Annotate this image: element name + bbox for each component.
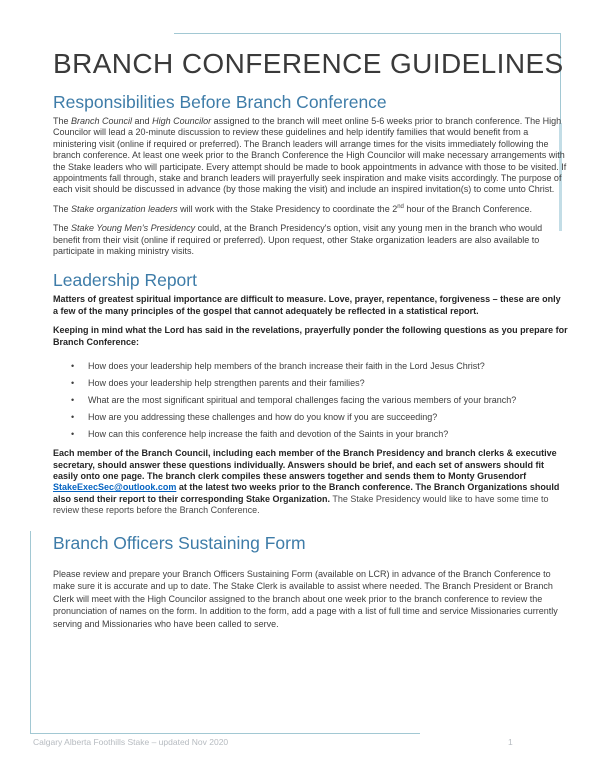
text-run: hour of the Branch Conference.: [403, 203, 532, 214]
text-run: assigned to the branch will meet online 5-6 weeks prior to branch conference. The High Councilor will lead a 20-minute discussion to review these guidelines and help identify families that would benefit from a ministering visit (online if required or preferred). The Branch leaders will arrange times for the visits immediately following the branch conference. At least one week prior to the Branch Conference the High Councilor will make necessary arrangements with the Stake leaders who will participate. Every attempt should be made to book appointments in advance with those to be visited. If appointments fall through, stake and branch leaders will prayerfully seek inspiration and make visits accordingly. The purpose of each visit should be discussed in advance (by those making the visit) and include an inspired invitation(s) to come unto Christ.: [53, 116, 567, 195]
list-item-text: How are you addressing these challenges and how do you know if you are succeeding?: [88, 411, 438, 422]
list-item-text: What are the most significant spiritual and temporal challenges facing the various members of your branch?: [88, 394, 517, 405]
text-run-italic: Stake organization leaders: [71, 203, 178, 214]
list-item: [71, 395, 568, 406]
border-left-line: [30, 531, 31, 733]
ordinal-superscript: nd: [397, 203, 404, 210]
border-bottom-line: [30, 733, 420, 734]
text-run: and: [132, 116, 153, 126]
paragraph-responsibilities-1: [53, 116, 568, 196]
section-heading-responsibilities: Responsibilities Before Branch Conference: [53, 92, 387, 112]
text-run-bold: at the latest two weeks prior to the Branch conference. The Branch Organizations should also send their report to their corresponding Stake Organization.: [53, 482, 560, 504]
text-run: could, at the Branch Presidency's option, visit any young men in the branch who would benefit from their visit (online if required or preferred). Upon request, other Stake organization leaders are also available to participate in making ministry visits.: [53, 223, 543, 257]
text-run: The Stake Presidency would like to have some time to review these reports before the Branch Conference.: [53, 493, 549, 516]
text-run: The: [53, 203, 72, 214]
footer-text: Calgary Alberta Foothills Stake – updated Nov 2020: [33, 737, 229, 747]
list-item: [71, 378, 568, 389]
page-number: 1: [508, 737, 513, 747]
list-item: [71, 429, 568, 440]
email-link[interactable]: StakeExecSec@outlook.com: [53, 482, 177, 493]
paragraph-responsibilities-2: [53, 204, 568, 215]
text-run: The: [53, 116, 72, 126]
list-item-text: How does your leadership help strengthen parents and their families?: [88, 378, 365, 388]
text-run: The: [53, 223, 72, 234]
paragraph-leadership-1: Matters of greatest spiritual importance are difficult to measure. Love, prayer, repentance, forgiveness – these are only a few of the many principles of the gospel that cannot adequately be reflected in a statistical report.: [53, 294, 561, 316]
document-body: [53, 0, 568, 631]
paragraph-leadership-2: Keeping in mind what the Lord has said in the revelations, prayerfully ponder the following questions as you prepare for Branch Conference:: [53, 325, 568, 347]
bullet-icon: •: [71, 411, 75, 422]
section-heading-leadership-report: Leadership Report: [53, 270, 197, 291]
questions-list: [53, 361, 568, 440]
list-item-text: How can this conference help increase the faith and devotion of the Saints in your branch?: [88, 428, 449, 439]
bullet-icon: •: [71, 378, 75, 388]
paragraph-sustaining-form: Please review and prepare your Branch Officers Sustaining Form (available on LCR) in advance of the Branch Conference to make sure it is accurate and up to date. The Stake Clerk is available to assist where needed. The Branch President or Branch Clerk will meet with the High Councilor assigned to the branch about one week prior to the branch conference to review the pronunciation of names on the form. In addition to the form, add a page with a list of full time and service Missionaries currently serving and Missionaries who have been called to serve.: [53, 568, 558, 629]
paragraph-leadership-3: [53, 448, 568, 516]
list-item: [71, 412, 568, 423]
bullet-icon: •: [71, 361, 75, 372]
text-run: will work with the Stake Presidency to coordinate the 2: [177, 203, 398, 214]
text-run-bold: Each member of the Branch Council, including each member of the Branch Presidency and branch clerks & executive secretary, should answer these questions individually. Answers should be brief, and each set of answers should fit easily onto one page. The branch clerk compiles these answers together and sends them to Monty Grusendorf: [53, 448, 557, 481]
text-run-italic: High Councilor: [152, 116, 212, 126]
list-item-text: How does your leadership help members of the branch increase their faith in the Lord Jesus Christ?: [88, 361, 485, 372]
bullet-icon: •: [71, 394, 75, 405]
paragraph-responsibilities-3: [53, 223, 568, 257]
bullet-icon: •: [71, 428, 75, 439]
page-footer: [33, 737, 600, 747]
document-title: BRANCH CONFERENCE GUIDELINES: [53, 48, 564, 79]
text-run-italic: Stake Young Men's Presidency: [71, 223, 196, 234]
section-heading-sustaining-form: Branch Officers Sustaining Form: [53, 532, 306, 553]
list-item: [71, 361, 568, 372]
text-run-italic: Branch Council: [71, 116, 133, 126]
